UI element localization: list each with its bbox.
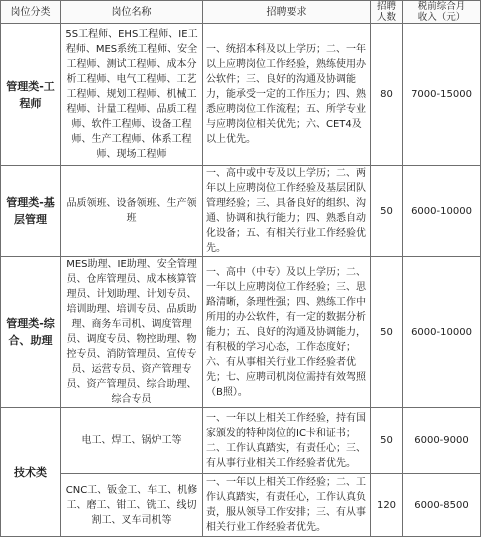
row-category: 管理类-工程师 <box>1 24 61 166</box>
row-salary: 6000-9000 <box>403 408 481 474</box>
row-count: 50 <box>371 166 403 257</box>
row-salary: 6000-8500 <box>403 474 481 537</box>
header-count-line1: 招聘 <box>376 1 396 12</box>
row-requirements: 一、高中（中专）及以上学历；二、一年以上应聘岗位工作经验；三、思路清晰，条理性强；四、熟练工作中所用的办公软件，有一定的数据分析能力；五、良好的沟通及协调能力，有积极的学习心态，工作态度好；六、有从事相关行业工作经验者优先；七、应聘司机岗位需持有效驾照（B照）。 <box>203 257 371 408</box>
row-salary: 6000-10000 <box>403 257 481 408</box>
row-category: 管理类-综合、助理 <box>1 257 61 408</box>
row-count: 50 <box>371 257 403 408</box>
row-positions: MES助理、IE助理、安全管理员、仓库管理员、成本核算管理员、计划助理、计划专员、培训助理、培训专员、品质助理、商务车司机、调度管理员、调度专员、物控助理、物控专员、消防管理员、宣传专员、运营专员、资产管理专员、资产管理员、综合助理、综合专员 <box>61 257 203 408</box>
table-row <box>1 474 481 537</box>
header-salary <box>403 1 481 24</box>
row-salary: 6000-10000 <box>403 166 481 257</box>
header-salary-line2: 收入（元） <box>417 12 466 23</box>
row-positions: 5S工程师、EHS工程师、IE工程师、MES系统工程师、安全工程师、测试工程师、成本分析工程师、电气工程师、工艺工程师、规划工程师、机械工程师、计量工程师、品质工程师、软件工程师、设备工程师、生产工程师、体系工程师、现场工程师 <box>61 24 203 166</box>
header-salary-line1: 税前综合月 <box>417 1 466 12</box>
row-count: 120 <box>371 474 403 537</box>
header-positions: 岗位名称 <box>61 1 203 24</box>
table-row <box>1 408 481 474</box>
row-requirements: 一、高中或中专及以上学历；二、两年以上应聘岗位工作经验及基层团队管理经验；三、具备良好的组织、沟通、协调和执行能力；四、熟悉自动化设备；五、有相关行业工作经验优先。 <box>203 166 371 257</box>
row-salary: 7000-15000 <box>403 24 481 166</box>
table-header-row <box>1 1 481 24</box>
row-category: 管理类-基层管理 <box>1 166 61 257</box>
table-row <box>1 24 481 166</box>
header-count <box>371 1 403 24</box>
row-requirements: 一、一年以上相关工作经验，持有国家颁发的特种岗位的IC卡和证书；二、工作认真踏实，有责任心；三、有从事行业相关工作经验者优先。 <box>203 408 371 474</box>
row-count: 80 <box>371 24 403 166</box>
row-positions: CNC工、钣金工、车工、机修工、磨工、钳工、铣工、线切割工、叉车司机等 <box>61 474 203 537</box>
header-requirements: 招聘要求 <box>203 1 371 24</box>
row-category: 技术类 <box>1 408 61 537</box>
row-positions: 电工、焊工、锅炉工等 <box>61 408 203 474</box>
row-requirements: 一、统招本科及以上学历；二、一年以上应聘岗位工作经验，熟练使用办公软件；三、良好的沟通及协调能力，能承受一定的工作压力；四、熟悉应聘岗位工作流程；五、所学专业与应聘岗位相关优先；六、CET4及以上优先。 <box>203 24 371 166</box>
row-count: 50 <box>371 408 403 474</box>
row-requirements: 一、一年以上相关工作经验；二、工作认真踏实，有责任心，工作认真负责，服从领导工作安排；三、有从事相关行业工作经验者优先。 <box>203 474 371 537</box>
table-row <box>1 166 481 257</box>
table-row <box>1 257 481 408</box>
header-category: 岗位分类 <box>1 1 61 24</box>
row-positions: 品质领班、设备领班、生产领班 <box>61 166 203 257</box>
header-count-line2: 人数 <box>376 12 396 23</box>
